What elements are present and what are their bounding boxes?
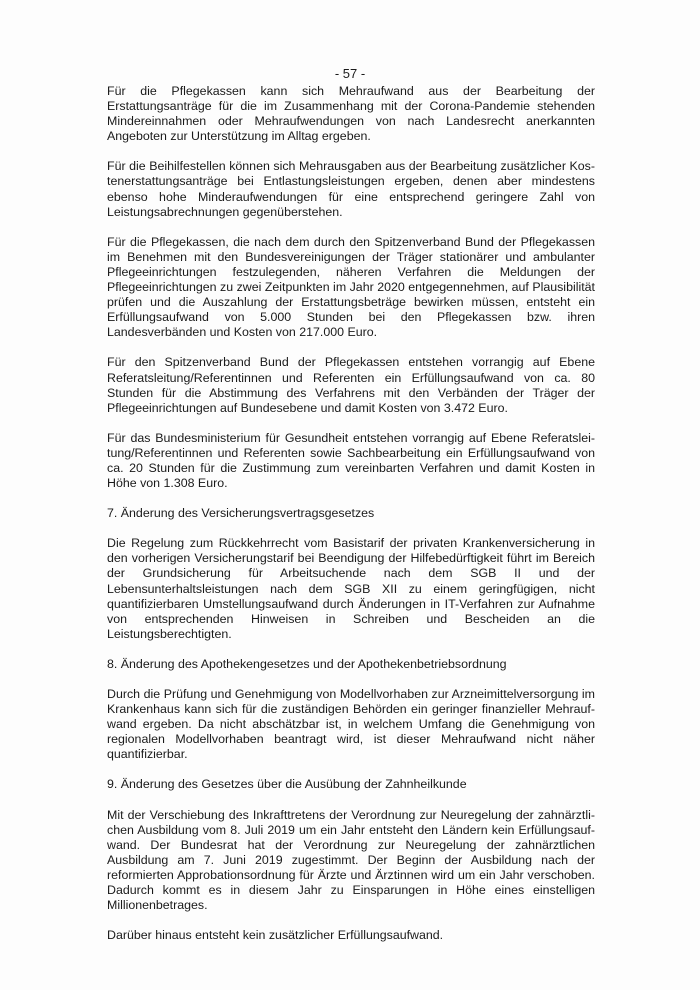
paragraph-bundesministerium: Für das Bundesministerium für Gesundheit entstehen vorrangig auf Ebene Referatsleitung/Referentinnen und Referenten sowie Sachbearbeitung ein Erfüllungsaufwand von ca. 20 Stunden für die Zustimmung zum vereinbarten Verfahren und damit Kosten in Höhe von 1.308 Euro. xyxy=(107,430,595,491)
paragraph-pflegekassen-mehraufwand: Für die Pflegekassen kann sich Mehraufwand aus der Bearbeitung der Erstattungsanträge für die im Zusammenhang mit der Corona-Pandemie stehenden Mindereinnahmen oder Mehraufwendungen von nach Landesrecht anerkannten Angeboten zur Unterstützung im Alltag ergeben. xyxy=(107,84,595,144)
page-body xyxy=(107,84,595,958)
section-heading-8: 8. Änderung des Apothekengesetzes und der Apothekenbetriebsordnung xyxy=(107,656,507,671)
section-heading-7: 7. Änderung des Versicherungsvertragsgesetzes xyxy=(107,506,375,521)
section-heading-9: 9. Änderung des Gesetzes über die Ausübung der Zahnheilkunde xyxy=(107,777,467,792)
paragraph-pflegekassen-erfuellungsaufwand: Für die Pflegekassen, die nach dem durch den Spitzenverband Bund der Pflegekassen im Benehmen mit den Bundesvereinigungen der Träger stationärer und ambulanter Pflegeeinrichtungen festzulegenden, näheren Verfahren die Meldungen der Pflegeeinrichtungen zu zwei Zeitpunkten im Jahr 2020 entgegennehmen, auf Plausibilität prüfen und die Auszahlung der Erstattungsbeträge bewirken müssen, entsteht ein Erfüllungsaufwand von 5.000 Stunden bei den Pflegekassen bzw. ihren Landesverbänden und Kosten von 217.000 Euro. xyxy=(107,234,595,340)
paragraph-beihilfestellen: Für die Beihilfestellen können sich Mehrausgaben aus der Bearbeitung zusätzlicher Kostenerstattungsanträge bei Entlastungsleistungen ergeben, denen aber mindestens ebenso hohe Minderaufwendungen für eine entsprechend geringere Zahl von Leistungsabrechnungen gegenüberstehen. xyxy=(107,159,595,219)
paragraph-apothekengesetz: Durch die Prüfung und Genehmigung von Modellvorhaben zur Arzneimittelversorgung im Krankenhaus kann sich für die zuständigen Behörden ein geringer finanzieller Mehraufwand ergeben. Da nicht abschätzbar ist, in welchem Umfang die Genehmigung von regionalen Modellvorhaben beantragt wird, ist dieser Mehraufwand nicht näher quantifizierbar. xyxy=(107,687,595,762)
paragraph-conclusion: Darüber hinaus entsteht kein zusätzlicher Erfüllungsaufwand. xyxy=(107,928,444,943)
paragraph-zahnheilkunde: Mit der Verschiebung des Inkrafttretens der Verordnung zur Neuregelung der zahnärztlichen Ausbildung vom 8. Juli 2019 um ein Jahr entsteht den Ländern kein Erfüllungsaufwand. Der Bundesrat hat der Verordnung zur Neuregelung der zahnärztlichen Ausbildung am 7. Juni 2019 zugestimmt. Der Beginn der Ausbildung nach der reformierten Approbationsordnung für Ärzte und Ärztinnen wird um ein Jahr verschoben. Dadurch kommt es in diesem Jahr zu Einsparungen in Höhe eines einstelligen Millionenbetrages. xyxy=(107,807,595,913)
page-number: - 57 - xyxy=(334,66,366,81)
paragraph-versicherungsvertragsgesetz: Die Regelung zum Rückkehrrecht vom Basistarif der privaten Krankenversicherung in den vorherigen Versicherungstarif bei Beendigung der Hilfebedürftigkeit führt im Bereich der Grundsicherung für Arbeitsuchende nach dem SGB II und der Lebensunterhaltsleistungen nach dem SGB XII zu einem geringfügigen, nicht quantifizierbaren Umstellungsaufwand durch Änderungen in IT-Verfahren zur Aufnahme von entsprechenden Hinweisen in Schreiben und Bescheiden an die Leistungsberechtigten. xyxy=(107,536,595,641)
paragraph-spitzenverband: Für den Spitzenverband Bund der Pflegekassen entstehen vorrangig auf Ebene Referatsleitung/Referentinnen und Referenten ein Erfüllungsaufwand von ca. 80 Stunden für die Abstimmung des Verfahrens mit den Verbänden der Träger der Pflegeeinrichtungen auf Bundesebene und damit Kosten von 3.472 Euro. xyxy=(107,355,595,415)
